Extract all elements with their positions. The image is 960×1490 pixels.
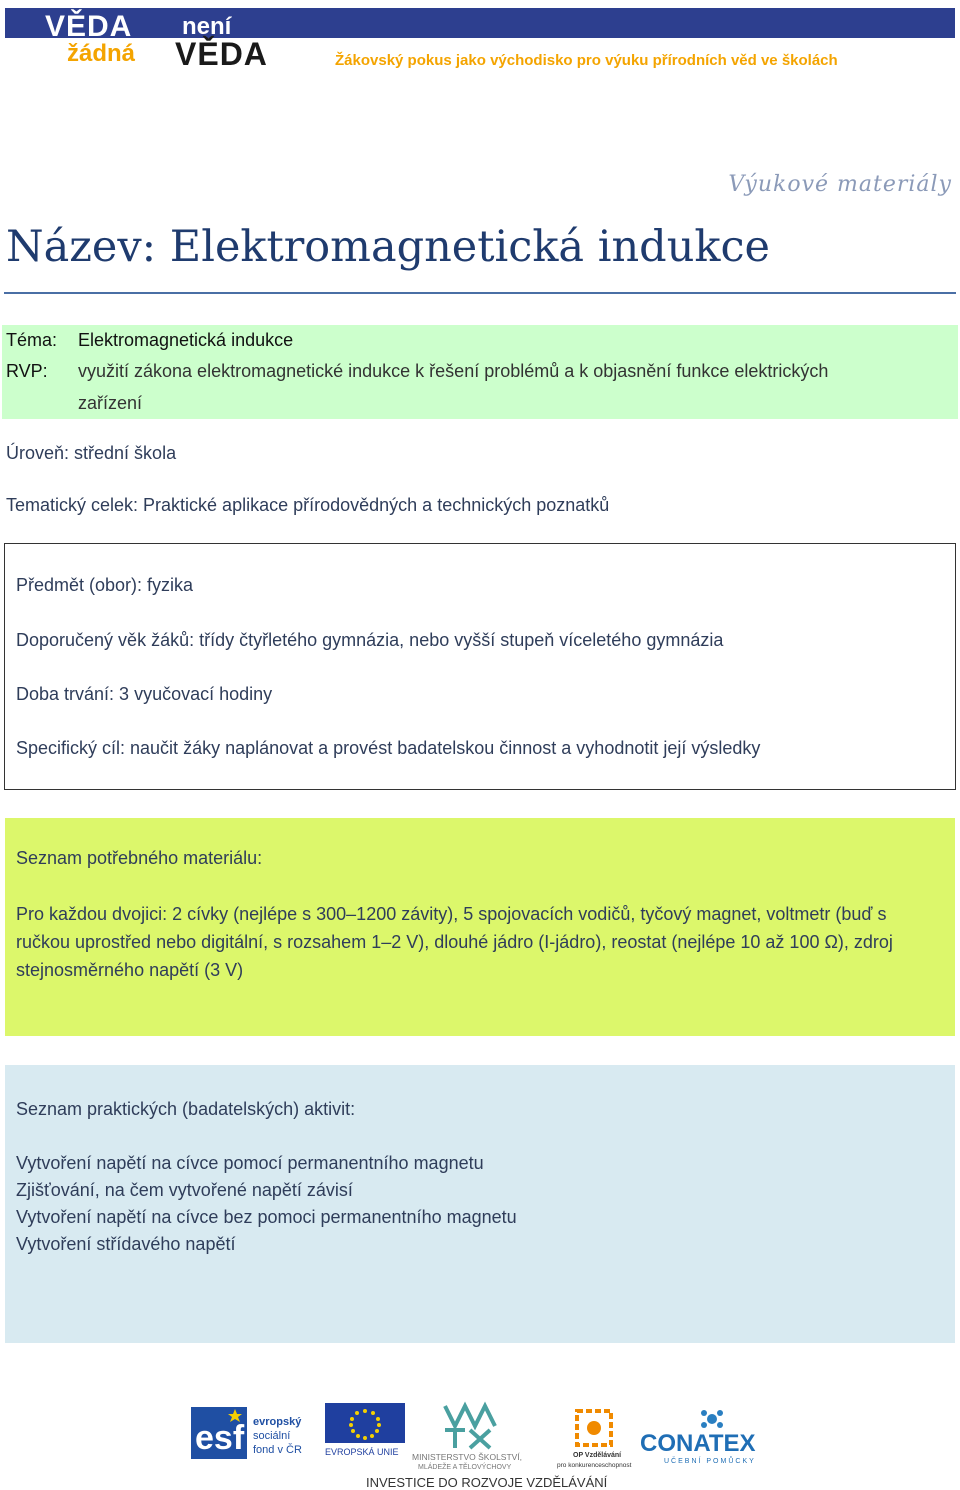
materials-label: Výukové materiály	[728, 172, 952, 197]
msmt-text-1: MINISTERSTVO ŠKOLSTVÍ,	[412, 1452, 523, 1462]
logo-zadna: žádná	[67, 40, 136, 67]
esf-logo	[191, 1403, 321, 1463]
conatex-text: CONATEX	[640, 1430, 756, 1457]
material-list-heading: Seznam potřebného materiálu:	[16, 848, 263, 868]
age-line: Doporučený věk žáků: třídy čtyřletého gymnázia, nebo vyšší stupeň víceletého gymnázia	[16, 630, 724, 650]
conatex-logo	[640, 1405, 780, 1465]
esf-text-1: evropský	[253, 1416, 302, 1428]
esf-text-2: sociální	[253, 1430, 291, 1442]
activity-item: Vytvoření střídavého napětí	[16, 1234, 236, 1254]
page-title: Název: Elektromagnetická indukce	[6, 222, 770, 272]
footer-caption: INVESTICE DO ROZVOJE VZDĚLÁVÁNÍ	[366, 1475, 608, 1490]
op-text-2: pro konkurenceschopnost	[557, 1462, 632, 1469]
esf-mark: esf	[195, 1419, 245, 1457]
header-tagline: Žákovský pokus jako východisko pro výuku přírodních věd ve školách	[335, 52, 838, 69]
rvp-value-line1: využití zákona elektromagnetické indukce k řešení problémů a k objasnění funkce elektrických	[78, 361, 829, 381]
level-line: Úroveň: střední škola	[6, 443, 177, 463]
activity-item: Vytvoření napětí na cívce bez pomoci permanentního magnetu	[16, 1207, 517, 1227]
thematic-unit-line: Tematický celek: Praktické aplikace přírodovědných a technických poznatků	[6, 495, 610, 515]
rvp-value-line2: zařízení	[78, 393, 143, 413]
goal-line: Specifický cíl: naučit žáky naplánovat a provést badatelskou činnost a vyhodnotit její výsledky	[16, 738, 761, 758]
logo-veda-top: VĚDA	[45, 10, 133, 43]
logo-veda-bottom: VĚDA	[175, 36, 268, 72]
logo-neni: není	[182, 13, 232, 40]
esf-text-3: fond v ČR	[253, 1444, 302, 1456]
material-list-box	[5, 818, 955, 1036]
eu-flag-logo	[325, 1403, 405, 1457]
op-vzdelavani-logo	[555, 1405, 635, 1470]
conatex-subtext: UČEBNÍ POMŮCKY	[664, 1458, 756, 1465]
veda-neni-zadna-veda-logo	[27, 10, 327, 72]
details-box	[4, 543, 956, 790]
msmt-logo	[410, 1400, 550, 1470]
activities-heading: Seznam praktických (badatelských) aktivit:	[16, 1099, 356, 1119]
material-list-text: Pro každou dvojici: 2 cívky (nejlépe s 300–1200 závity), 5 spojovacích vodičů, tyčový magnet, voltmetr (buď s ručkou uprostřed nebo digitální, s rozsahem 1–2 V), dlouhé jádro (I-jádro), reostat (nejlépe 10 až 100 Ω), zdroj stejnosměrného napětí (3 V)	[16, 904, 893, 980]
activity-item: Vytvoření napětí na cívce pomocí permanentního magnetu	[16, 1153, 484, 1173]
msmt-text-2: MLÁDEŽE A TĚLOVÝCHOVY	[418, 1464, 512, 1470]
rvp-label: RVP:	[6, 361, 48, 381]
eu-text: EVROPSKÁ UNIE	[325, 1447, 399, 1457]
duration-line: Doba trvání: 3 vyučovací hodiny	[16, 684, 273, 704]
activity-item: Zjišťování, na čem vytvořené napětí závisí	[16, 1180, 353, 1200]
tema-value: Elektromagnetická indukce	[78, 330, 294, 350]
topic-info-box	[2, 325, 958, 419]
subject-line: Předmět (obor): fyzika	[16, 575, 194, 595]
activities-box	[5, 1065, 955, 1343]
tema-label: Téma:	[6, 330, 58, 350]
op-text-1: OP Vzdělávání	[573, 1452, 622, 1459]
title-divider	[4, 292, 956, 294]
